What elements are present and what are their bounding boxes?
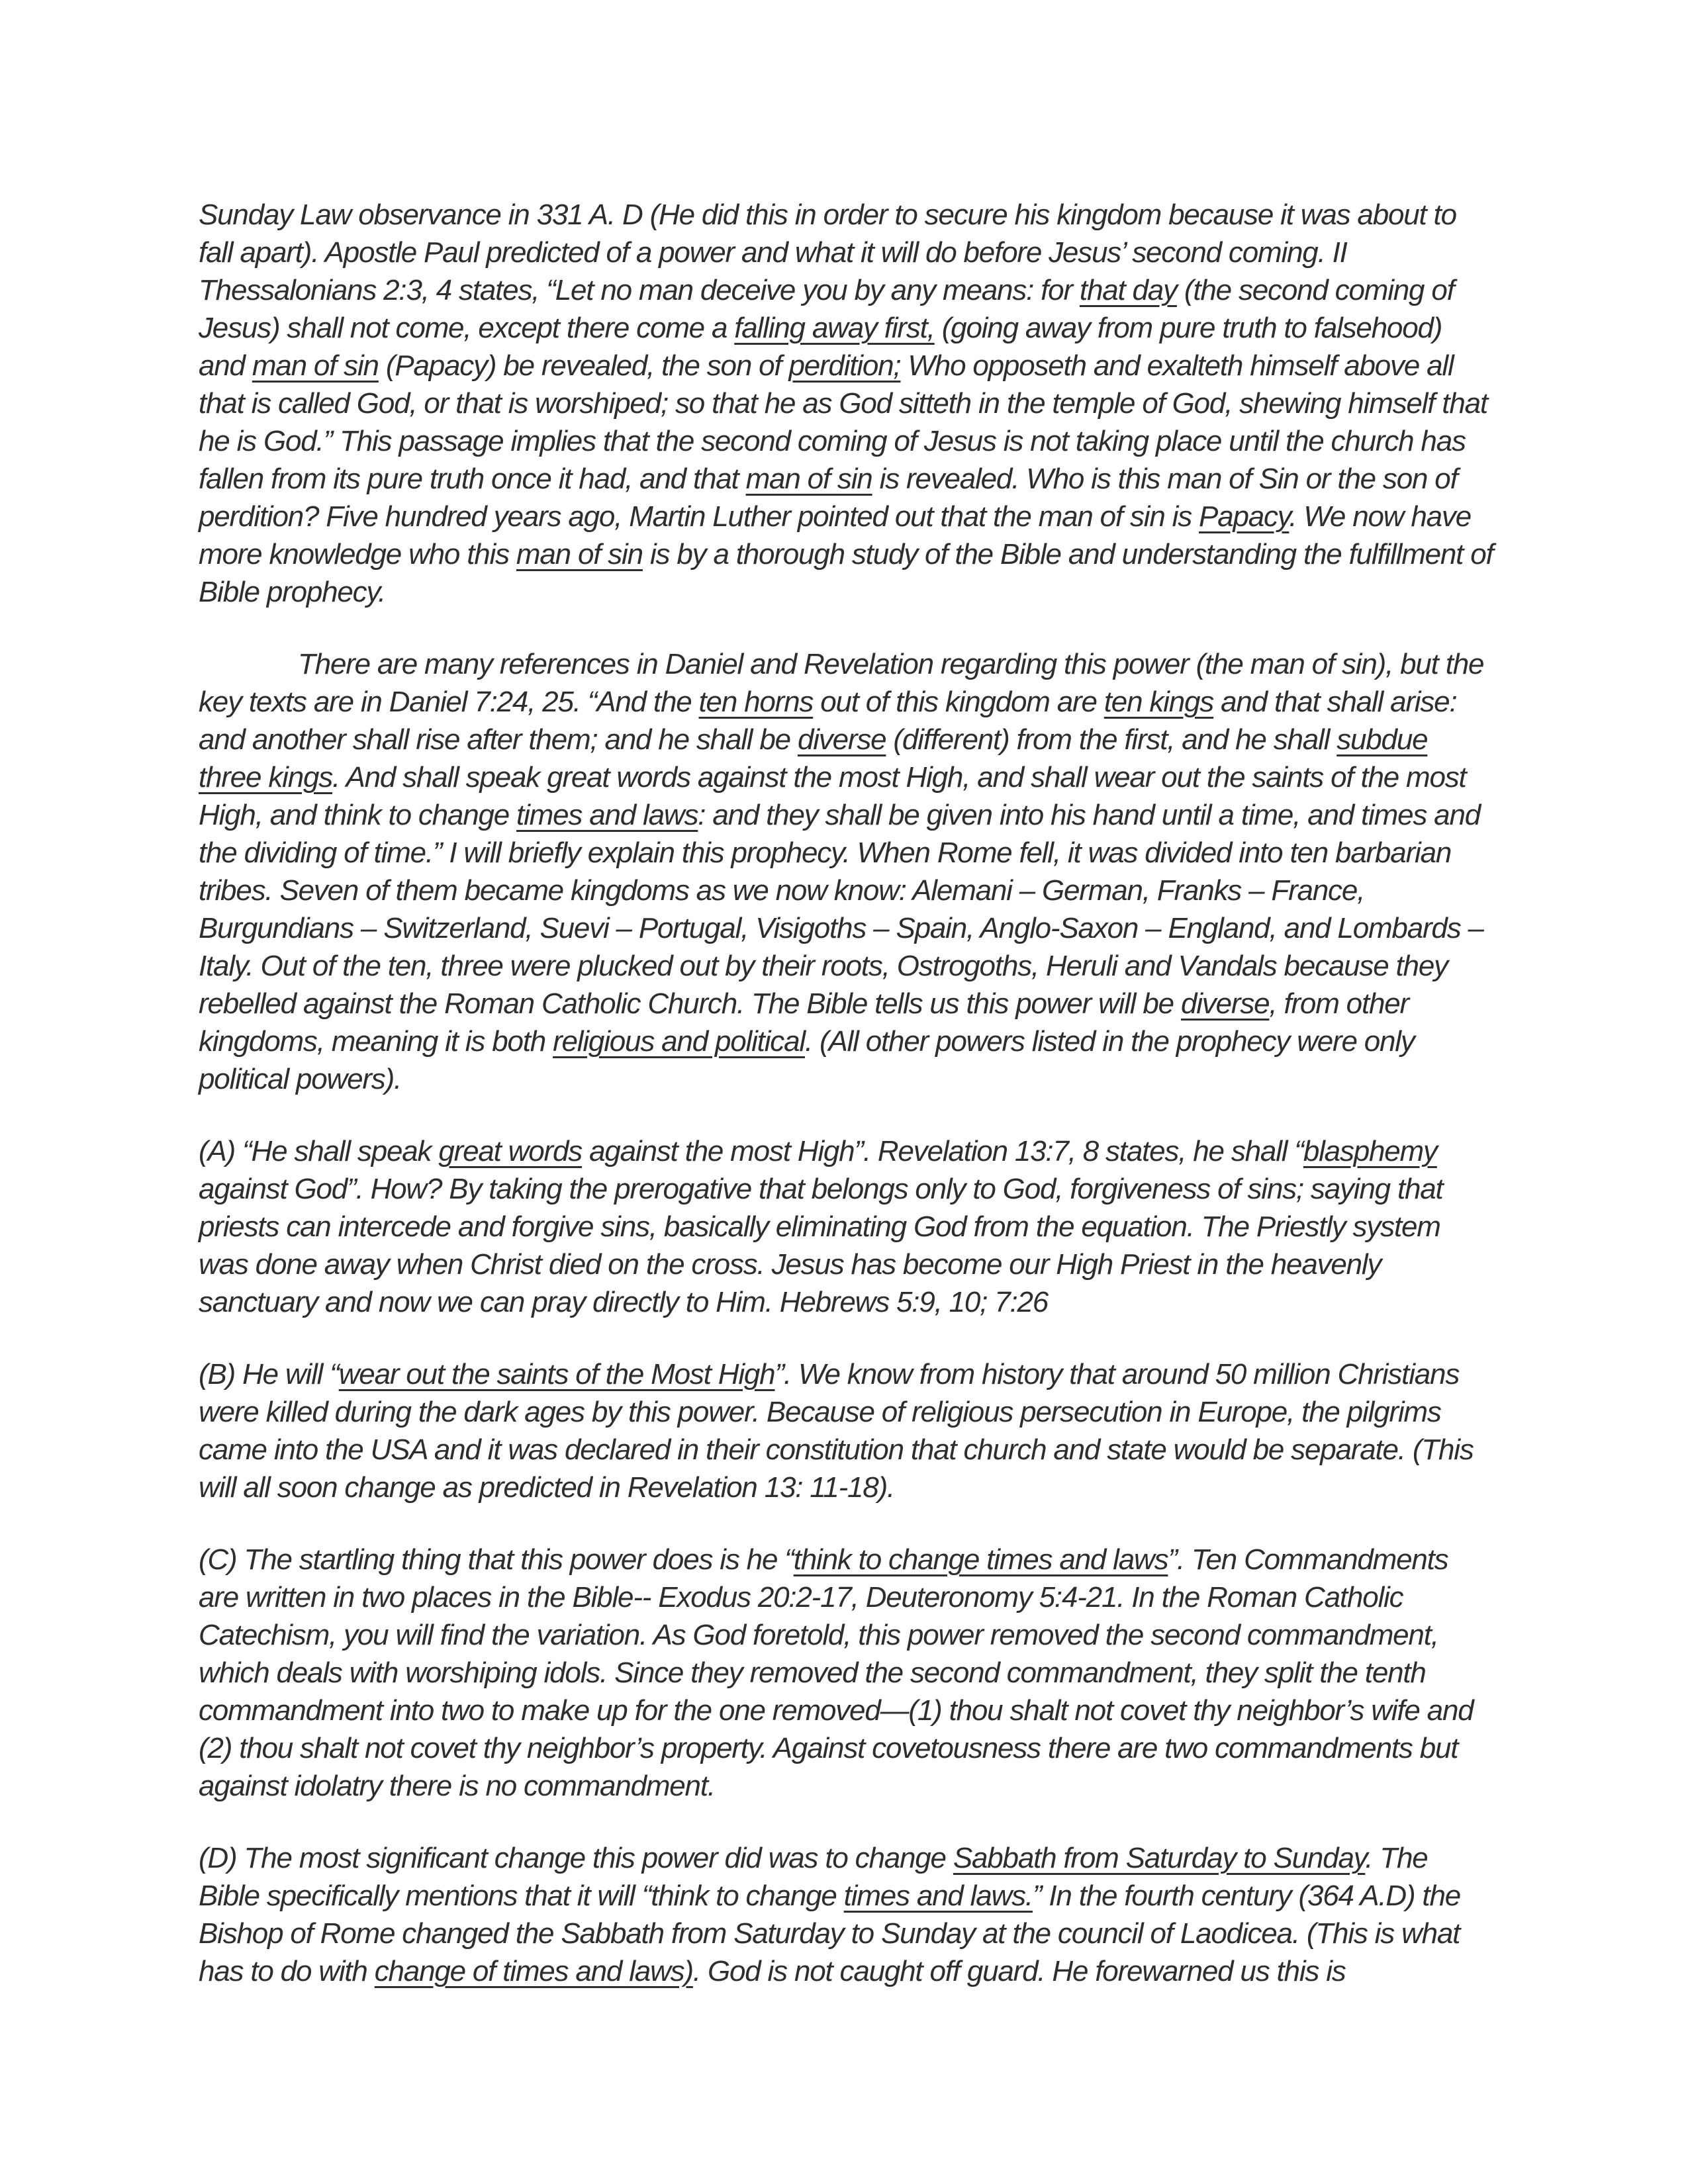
underlined-text-run: change of times and laws): [374, 1955, 693, 1987]
paragraph-6: [199, 1839, 1495, 1990]
text-run: . The Bible specifically mentions that it will “think to change: [199, 1842, 1428, 1912]
underlined-text-run: great words: [438, 1135, 583, 1167]
text-run: . (All other powers listed in the prophecy were only political powers).: [199, 1025, 1415, 1095]
text-run: and that shall arise: and another shall rise after them; and he shall be: [199, 686, 1457, 756]
text-run: (A) “He shall speak: [199, 1135, 439, 1167]
text-run: (C) The startling thing that this power does is he “: [199, 1543, 794, 1576]
text-run: out of this kingdom are: [813, 686, 1104, 718]
text-run: (different) from the first, and he shall: [886, 723, 1337, 756]
text-run: is revealed. Who is this man of Sin or the son of perdition? Five hundred years ago, Martin Luther pointed out that the man of sin is: [199, 463, 1458, 533]
underlined-text-run: ten horns: [698, 686, 814, 718]
underlined-text-run: think to change times and laws: [793, 1543, 1168, 1576]
paragraph-5: [199, 1541, 1495, 1805]
text-run: (the second coming of Jesus) shall not come, except there come a: [199, 274, 1454, 344]
underlined-text-run: Sabbath from Saturday to Sunday: [953, 1842, 1366, 1874]
underlined-text-run: diverse: [1180, 987, 1270, 1020]
text-run: (Papacy) be revealed, the son of: [378, 349, 789, 382]
underlined-text-run: times and laws: [516, 799, 698, 831]
underlined-text-run: Papacy: [1199, 500, 1289, 533]
text-run: . God is not caught off guard. He forewarned us this is: [692, 1955, 1346, 1987]
paragraph-1: [199, 196, 1495, 611]
text-run: . And shall speak great words against the most High, and shall wear out the saints of the most High, and think to change: [199, 761, 1466, 831]
text-run: ”. We know from history that around 50 million Christians were killed during the dark ages by this power. Because of religious persecution in Europe, the pilgrims came into the USA and it was declared in their constitution that church and state would be separate. (This will all soon change as predicted in Revelation 13: 11-18).: [199, 1358, 1474, 1504]
paragraph-2: [199, 645, 1495, 1098]
underlined-text-run: blasphemy: [1303, 1135, 1437, 1167]
text-run: : and they shall be given into his hand until a time, and times and the dividing of time.” I will briefly explain this prophecy. When Rome fell, it was divided into ten barbarian tribes. Seven of them became kingdoms as we now know: Alemani – German, Franks – France, Burgundians – Switzerland, Suevi – Portugal, Visigoths – Spain, Anglo-Saxon – England, and Lombards – Italy. Out of the ten, three were plucked out by their roots, Ostrogoths, Heruli and Vandals because they rebelled against the Roman Catholic Church. The Bible tells us this power will be: [199, 799, 1483, 1020]
underlined-text-run: diverse: [797, 723, 886, 756]
text-run: There are many references in Daniel and Revelation regarding this power (the man of sin), but the key texts are in Daniel 7:24, 25. “And the: [199, 648, 1484, 718]
underlined-text-run: times and laws.: [843, 1880, 1033, 1912]
text-run: Who opposeth and exalteth himself above all that is called God, or that is worshiped; so that he as God sitteth in the temple of God, shewing himself that he is God.” This passage implies that the second coming of Jesus is not taking place until the church has fallen from its pure truth once it had, and that: [199, 349, 1487, 495]
text-run: ” In the fourth century (364 A.D) the Bishop of Rome changed the Sabbath from Saturday to Sunday at the council of Laodicea. (This is what has to do with: [199, 1880, 1460, 1987]
text-run: (D) The most significant change this power did was to change: [199, 1842, 953, 1874]
text-run: is by a thorough study of the Bible and understanding the fulfillment of Bible prophecy.: [199, 538, 1493, 608]
underlined-text-run: religious and political: [553, 1025, 805, 1058]
text-run: (B) He will “: [199, 1358, 339, 1390]
text-run: Sunday Law observance in 331 A. D (He did this in order to secure his kingdom because it was about to fall apart). Apostle Paul predicted of a power and what it will do before Jesus’ second coming. II Thessalonians 2:3, 4 states, “Let no man deceive you by any means: for: [199, 199, 1456, 306]
document-body: [199, 196, 1495, 1990]
underlined-text-run: subdue three kings: [199, 723, 1428, 794]
underlined-text-run: falling away first,: [734, 312, 935, 344]
underlined-text-run: that day: [1079, 274, 1177, 306]
text-run: (going away from pure truth to falsehood) and: [199, 312, 1442, 382]
underlined-text-run: man of sin: [745, 463, 872, 495]
paragraph-3: [199, 1132, 1495, 1321]
underlined-text-run: man of sin: [252, 349, 379, 382]
text-run: against the most High”. Revelation 13:7, 8 states, he shall “: [582, 1135, 1303, 1167]
text-run: against God”. How? By taking the prerogative that belongs only to God, forgiveness of sins; saying that priests can intercede and forgive sins, basically eliminating God from the equation. The Priestly system was done away when Christ died on the cross. Jesus has become our High Priest in the heavenly sanctuary and now we can pray directly to Him. Hebrews 5:9, 10; 7:26: [199, 1173, 1443, 1318]
underlined-text-run: perdition;: [788, 349, 901, 382]
paragraph-4: [199, 1355, 1495, 1506]
underlined-text-run: wear out the saints of the Most High: [338, 1358, 775, 1390]
underlined-text-run: man of sin: [516, 538, 643, 570]
underlined-text-run: ten kings: [1103, 686, 1214, 718]
text-run: , from other kingdoms, meaning it is both: [199, 987, 1409, 1058]
text-run: ”. Ten Commandments are written in two places in the Bible-- Exodus 20:2-17, Deuteronomy 5:4-21. In the Roman Catholic Catechism, you will find the variation. As God foretold, this power removed the second commandment, which deals with worshiping idols. Since they removed the second commandment, they split the tenth commandment into two to make up for the one removed—(1) thou shalt not covet thy neighbor’s wife and (2) thou shalt not covet thy neighbor’s property. Against covetousness there are two commandments but against idolatry there is no commandment.: [199, 1543, 1474, 1802]
text-run: . We now have more knowledge who this: [199, 500, 1471, 570]
